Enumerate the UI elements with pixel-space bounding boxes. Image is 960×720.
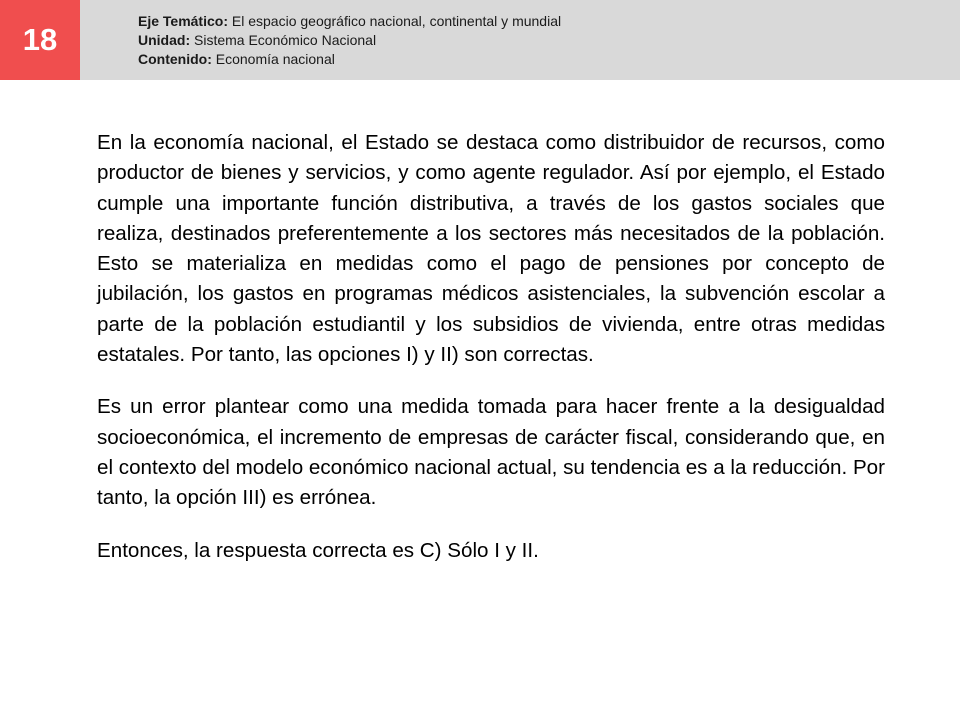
header-value-unidad: Sistema Económico Nacional bbox=[190, 32, 377, 48]
header-value-contenido: Economía nacional bbox=[211, 51, 335, 67]
header-value-eje: El espacio geográfico nacional, continental y mundial bbox=[228, 13, 562, 29]
header-label-unidad: Unidad: bbox=[138, 32, 191, 48]
header-label-contenido: Contenido: bbox=[138, 51, 212, 67]
header-line-unidad bbox=[138, 31, 561, 50]
header-line-contenido bbox=[138, 50, 561, 69]
paragraph-distribution: En la economía nacional, el Estado se destaca como distribuidor de recursos, como productor de bienes y servicios, y como agente regulador. Así por ejemplo, el Estado cumple una importante función distributiva, a través de los gastos sociales que realiza, destinados preferentemente a los sectores más necesitados de la población. Esto se materializa en medidas como el pago de pensiones por concepto de jubilación, los gastos en programas médicos asistenciales, la subvención escolar a parte de la población estudiantil y los subsidios de vivienda, entre otras medidas estatales. Por tanto, las opciones I) y II) son correctas. bbox=[97, 131, 885, 367]
header-label-eje: Eje Temático: bbox=[138, 13, 228, 29]
header-info bbox=[138, 12, 561, 69]
header-line-eje bbox=[138, 12, 561, 31]
paragraph-answer: Entonces, la respuesta correcta es C) Sólo I y II. bbox=[97, 538, 539, 562]
header-bar bbox=[0, 0, 960, 80]
slide-number-badge: 18 bbox=[0, 0, 80, 80]
body-text bbox=[97, 128, 885, 588]
paragraph-error: Es un error plantear como una medida tomada para hacer frente a la desigualdad socioeconómica, el incremento de empresas de carácter fiscal, considerando que, en el contexto del modelo económico nacional actual, su tendencia es a la reducción. Por tanto, la opción III) es errónea. bbox=[97, 395, 885, 510]
